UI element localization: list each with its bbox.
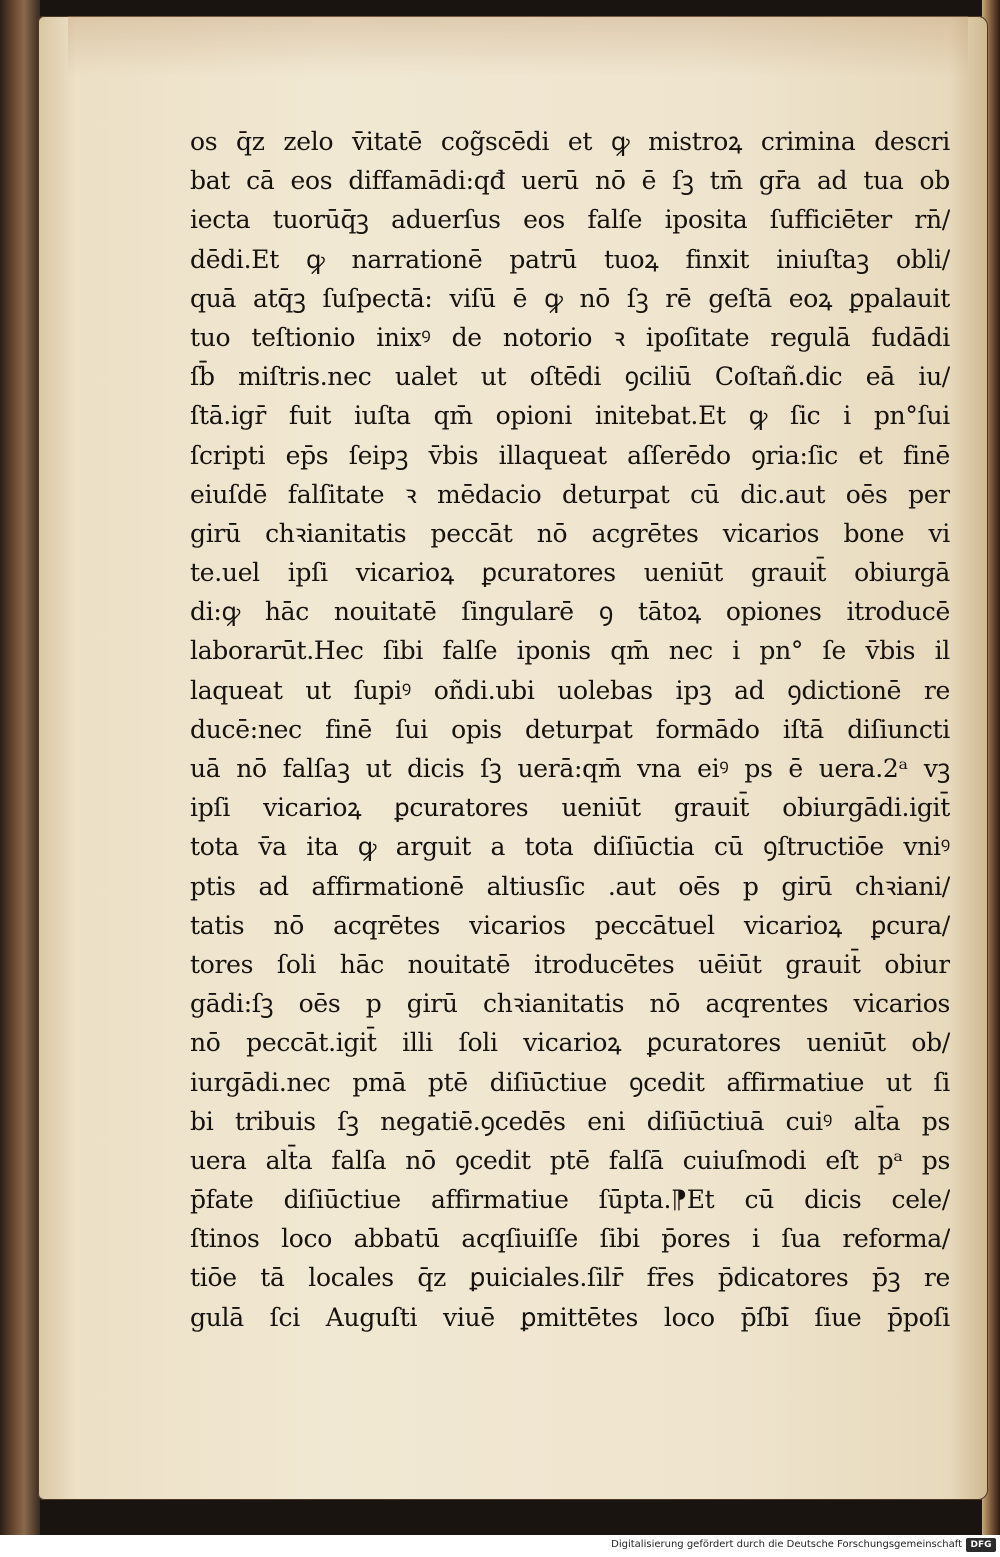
- body-text: [190, 122, 950, 1337]
- footer-bar: [0, 1535, 1000, 1557]
- text-line: ſtā.igr̄ fuit iuſta qm̄ opioni initebat.Et ꝙ ſic i pn°ſui: [190, 401, 950, 431]
- text-line: quā atq̄ꝫ ſuſpectā: viſū ē ꝙ nō ſꝫ rē geſtā eoꝝ ꝑpalauit: [190, 283, 950, 313]
- text-line: girū chꝛianitatis peccāt nō acgrētes vicarios bone vi: [190, 518, 950, 548]
- funding-credit: Digitalisierung gefördert durch die Deutsche Forschungsgemeinschaft: [611, 1539, 962, 1550]
- text-line: os q̄z zelo v̄itatē cog̃scēdi et ꝙ mistroꝝ crimina descri: [190, 127, 950, 156]
- text-line: ſb̄ miſtris.nec ualet ut oſtēdi ꝯciliū Coſtañ.dic eā iu/: [190, 362, 950, 392]
- text-line: di:ꝙ hāc nouitatē ſingularē ꝯ tātoꝝ opiones itroducē: [190, 597, 950, 627]
- text-line: ſcripti ep̄s ſeipꝫ v̄bis illaqueat aſſerēdo ꝯria:ſic et finē: [190, 440, 950, 470]
- text-line: tota v̄a ita ꝙ arguit a tota diſiūctia cū ꝯſtructiōe vniꝰ: [190, 832, 950, 862]
- text-line: iurgādi.nec pmā ptē diſiūctiue ꝯcedit affirmatiue ut ſi: [190, 1067, 950, 1097]
- text-line: ſtinos loco abbatū acqſiuiſſe ſibi p̄ores i ſua reforma/: [190, 1224, 950, 1254]
- text-line: laqueat ut ſupiꝰ oñdi.ubi uolebas ipꝫ ad ꝯdictionē re: [190, 675, 950, 705]
- dfg-logo-icon: DFG: [966, 1538, 996, 1552]
- text-line: bat cā eos diffamādi:qđ uerū nō ē ſꝫ tm̄ gr̄a ad tua ob: [190, 166, 950, 196]
- text-line: laborarūt.Hec ſibi falſe iponis qm̄ nec i pn° ſe v̄bis il: [190, 636, 950, 666]
- text-line: uā nō falſaꝫ ut dicis ſꝫ uerā:qm̄ vna eiꝰ ps ē uera.2ᵃ vꝫ: [190, 754, 950, 783]
- text-line: p̄fate diſiūctiue affirmatiue ſūpta.⁋Et cū dicis cele/: [190, 1185, 950, 1215]
- text-line: uera alt̄a falſa nō ꝯcedit ptē falſā cuiuſmodi eſt pᵃ ps: [190, 1145, 950, 1175]
- page-stain: [68, 16, 968, 76]
- text-line: ipſi vicarioꝝ ꝑcuratores ueniūt grauit̄ obiurgādi.igit̄: [190, 793, 950, 823]
- text-line: dēdi.Et ꝙ narrationē patrū tuoꝝ finxit iniuſtaꝫ obli/: [190, 244, 950, 274]
- book-binding-left: [0, 0, 40, 1535]
- text-line: tatis nō acqrētes vicarios peccātuel vicarioꝝ ꝑcura/: [190, 910, 950, 940]
- text-line: iecta tuorūq̄ꝫ aduerſus eos falſe iposita ſufficiēter rn̄/: [190, 205, 950, 235]
- text-line: gulā ſci Auguſti viuē ꝑmittētes loco p̄ſbi̇̄ ſiue p̄poſi: [190, 1302, 950, 1332]
- text-line: te.uel ipſi vicarioꝝ ꝑcuratores ueniūt grauit̄ obiurgā: [190, 558, 950, 588]
- text-line: ptis ad affirmationē altiusſic .aut oēs p girū chꝛiani/: [190, 871, 950, 901]
- text-line: bi tribuis ſꝫ negatiē.ꝯcedēs eni diſiūctiuā cuiꝰ alt̄a ps: [190, 1106, 950, 1136]
- text-line: tores ſoli hāc nouitatē itroducētes uēiūt grauit̄ obiur: [190, 949, 950, 979]
- text-line: eiuſdē falſitate ꝛ mēdacio deturpat cū dic.aut oēs per: [190, 479, 950, 509]
- text-line: tiōe tā locales q̄z ꝑuiciales.ſilr̄ fr̄es p̄dicatores p̄ꝫ re: [190, 1263, 950, 1293]
- text-line: nō peccāt.igit̄ illi ſoli vicarioꝝ ꝑcuratores ueniūt ob/: [190, 1028, 950, 1058]
- text-line: gādi:ſꝫ oēs p girū chꝛianitatis nō acqrentes vicarios: [190, 989, 950, 1019]
- text-line: ducē:nec finē ſui opis deturpat formādo iſtā diſiuncti: [190, 714, 950, 744]
- text-line: tuo teſtionio inixꝰ de notorio ꝛ ipoſitate regulā fudādi: [190, 322, 950, 352]
